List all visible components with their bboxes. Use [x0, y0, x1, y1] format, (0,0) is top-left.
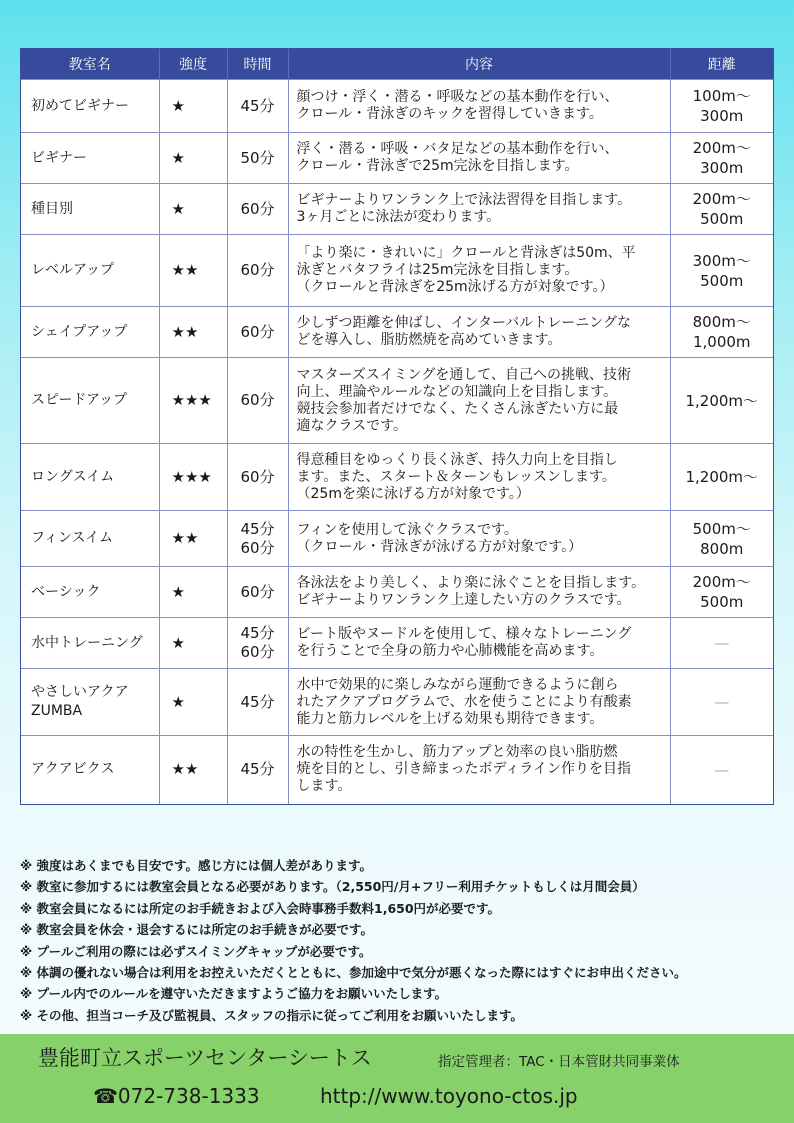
- content-cell: [288, 133, 670, 184]
- intensity-cell: ★: [159, 184, 227, 235]
- content-cell: [288, 80, 670, 133]
- content-line: 水中で効果的に楽しみながら運動できるように創ら: [296, 676, 619, 693]
- time-line: 60分: [240, 467, 275, 486]
- class-name-cell: [21, 669, 159, 736]
- content-line: 適なクラスです。: [296, 417, 407, 434]
- distance-cell: [670, 618, 773, 669]
- content-cell: [288, 307, 670, 358]
- class-name-line: ビギナー: [31, 149, 87, 166]
- content-line: 得意種目をゆっくり長く泳ぎ、持久力向上を目指し: [296, 451, 618, 468]
- class-name-cell: [21, 358, 159, 444]
- distance-line: —: [714, 693, 730, 711]
- table-header-row: [21, 49, 773, 80]
- class-name-cell: [21, 235, 159, 307]
- content-line: ます。また、スタート＆ターンもレッスンします。: [296, 468, 616, 485]
- distance-line: 1,200m～: [685, 468, 759, 486]
- distance-cell: [670, 80, 773, 133]
- distance-line: —: [714, 634, 730, 652]
- header-intensity: 強度: [159, 49, 227, 80]
- content-cell: [288, 567, 670, 618]
- content-line: 顔つけ・浮く・潜る・呼吸などの基本動作を行い、: [296, 89, 619, 105]
- distance-line: 800m～: [692, 313, 751, 331]
- content-cell: [288, 235, 670, 307]
- class-name-line: 初めてビギナー: [31, 97, 129, 114]
- note-item: ※ プール内でのルールを遵守いただきますようご協力をお願いいたします。: [20, 986, 448, 1002]
- table-row: [21, 184, 773, 235]
- class-name-cell: [21, 444, 159, 511]
- class-name-cell: [21, 618, 159, 669]
- time-cell: [227, 669, 288, 736]
- distance-line: 300m: [700, 107, 744, 125]
- class-name-line: シェイプアップ: [31, 323, 128, 340]
- class-name-line: アクアビクス: [31, 761, 115, 778]
- distance-line: 500m: [700, 271, 744, 290]
- time-line: 45分: [240, 624, 275, 642]
- distance-cell: [670, 133, 773, 184]
- distance-cell: [670, 669, 773, 736]
- distance-line: 200m～: [692, 573, 751, 591]
- content-line: ビート版やヌードルを使用して、様々なトレーニング: [296, 626, 632, 642]
- table-row: [21, 511, 773, 567]
- intensity-cell: ★★★: [159, 444, 227, 511]
- distance-cell: [670, 567, 773, 618]
- table-row: [21, 669, 773, 736]
- content-line: 能力と筋力レベルを上げる効果も期待できます。: [296, 710, 604, 727]
- distance-cell: [670, 511, 773, 567]
- time-line: 45分: [240, 760, 275, 779]
- content-line: 焼を目的とし、引き締まったボディライン作りを目指: [296, 761, 631, 778]
- time-line: 45分: [240, 519, 275, 538]
- time-cell: [227, 618, 288, 669]
- content-line: 少しずつ距離を伸ばし、インターバルトレーニングな: [296, 315, 631, 331]
- content-line: 浮く・潜る・呼吸・バタ足などの基本動作を行い、: [296, 141, 619, 157]
- distance-line: 500m: [700, 210, 744, 228]
- distance-line: 1,200m～: [685, 391, 759, 410]
- content-cell: [288, 184, 670, 235]
- intensity-cell: ★: [159, 669, 227, 736]
- content-cell: [288, 511, 670, 567]
- content-cell: [288, 669, 670, 736]
- header-time: 時間: [227, 49, 288, 80]
- content-line: （25mを楽に泳げる方が対象です。）: [296, 485, 530, 502]
- table-row: [21, 307, 773, 358]
- distance-line: 1,000m: [692, 333, 751, 351]
- time-cell: [227, 444, 288, 511]
- distance-line: 300m: [700, 159, 744, 177]
- class-name-line: 種目別: [31, 200, 73, 217]
- class-name-line: ロングスイム: [31, 468, 115, 485]
- table-body: [21, 80, 773, 804]
- class-name-cell: [21, 133, 159, 184]
- distance-line: 500m: [700, 593, 744, 611]
- intensity-cell: ★: [159, 133, 227, 184]
- distance-cell: [670, 736, 773, 804]
- distance-line: 500m～: [692, 519, 751, 538]
- class-name-line: ベーシック: [31, 583, 101, 600]
- time-cell: [227, 307, 288, 358]
- class-name-cell: [21, 307, 159, 358]
- content-line: どを導入し、脂肪燃焼を高めていきます。: [296, 332, 562, 348]
- time-line: 60分: [240, 322, 275, 341]
- distance-line: 300m～: [692, 251, 751, 270]
- intensity-cell: ★: [159, 80, 227, 133]
- time-cell: [227, 511, 288, 567]
- class-name-cell: [21, 511, 159, 567]
- table-row: [21, 133, 773, 184]
- note-item: ※ 体調の優れない場合は利用をお控えいただくとともに、参加途中で気分が悪くなった際にはすぐにお申出ください。: [20, 964, 687, 980]
- time-line: 60分: [240, 643, 275, 661]
- class-name-line: スピードアップ: [31, 392, 128, 408]
- time-line: 60分: [240, 199, 275, 218]
- content-cell: [288, 444, 670, 511]
- content-line: 泳ぎとバタフライは25m完泳を目指します。: [296, 262, 579, 278]
- content-line: フィンを使用して泳ぐクラスです。: [296, 521, 518, 538]
- class-name-line: ZUMBA: [31, 703, 83, 719]
- table-row: [21, 235, 773, 307]
- table-row: [21, 358, 773, 444]
- notes-list: [20, 855, 790, 1026]
- time-line: 60分: [240, 261, 275, 279]
- distance-cell: [670, 358, 773, 444]
- content-line: 競技会参加者だけでなく、たくさん泳ぎたい方に最: [296, 400, 619, 417]
- table-row: [21, 567, 773, 618]
- content-cell: [288, 736, 670, 804]
- time-line: 60分: [240, 582, 275, 601]
- class-table-container: [20, 48, 774, 805]
- table-row: [21, 444, 773, 511]
- time-line: 50分: [240, 148, 275, 167]
- intensity-cell: ★: [159, 567, 227, 618]
- class-name-cell: [21, 80, 159, 133]
- class-name-cell: [21, 184, 159, 235]
- manager-name: 指定管理者：TAC・日本管財共同事業体: [438, 1054, 680, 1070]
- class-name-line: 水中トレーニング: [31, 634, 143, 651]
- content-line: マスターズスイミングを通して、自己への挑戦、技術: [296, 366, 631, 383]
- note-item: ※ 強度はあくまでも目安です。感じ方には個人差があります。: [20, 858, 373, 873]
- time-line: 60分: [240, 538, 275, 557]
- distance-line: 200m～: [692, 139, 751, 157]
- time-cell: [227, 736, 288, 804]
- note-item: ※ その他、担当コーチ及び監視員、スタッフの指示に従ってご利用をお願いいたします。: [20, 1007, 524, 1023]
- class-name-cell: [21, 736, 159, 804]
- intensity-cell: ★★: [159, 307, 227, 358]
- distance-line: —: [714, 760, 730, 779]
- intensity-cell: ★★: [159, 736, 227, 804]
- organization-name: 豊能町立スポーツセンターシートス: [38, 1046, 372, 1070]
- note-item: ※ 教室会員を休会・退会するには所定のお手続きが必要です。: [20, 922, 374, 938]
- distance-line: 100m～: [692, 87, 751, 105]
- content-line: クロール・背泳ぎのキックを習得していきます。: [296, 106, 603, 122]
- distance-line: 800m: [700, 539, 744, 558]
- content-line: れたアクアプログラムで、水を使うことにより有酸素: [296, 693, 632, 710]
- content-line: 「より楽に・きれいに」クロールと背泳ぎは50m、平: [296, 245, 636, 261]
- content-line: ビギナーよりワンランク上達したい方のクラスです。: [296, 592, 631, 608]
- class-name-cell: [21, 567, 159, 618]
- time-cell: [227, 358, 288, 444]
- content-line: 各泳法をより美しく、より楽に泳ぐことを目指します。: [296, 575, 646, 591]
- content-cell: [288, 618, 670, 669]
- time-line: 45分: [240, 96, 275, 115]
- content-line: 3ヶ月ごとに泳法が変わります。: [296, 209, 501, 225]
- content-line: クロール・背泳ぎで25m完泳を目指します。: [296, 158, 579, 174]
- class-name-line: やさしいアクア: [31, 684, 129, 700]
- footer-bar: [0, 1034, 794, 1123]
- note-item: ※ 教室会員になるには所定のお手続きおよび入会時事務手数料1,650円が必要です。: [20, 900, 501, 916]
- time-cell: [227, 133, 288, 184]
- website-link[interactable]: http://www.toyono-ctos.jp: [320, 1084, 578, 1108]
- content-line: を行うことで全身の筋力や心肺機能を高めます。: [296, 643, 604, 659]
- content-line: 水の特性を生かし、筋力アップと効率の良い脂肪燃: [296, 744, 618, 761]
- note-item: ※ プールご利用の際には必ずスイミングキャップが必要です。: [20, 943, 372, 959]
- header-class-name: 教室名: [21, 49, 159, 80]
- header-distance: 距離: [670, 49, 773, 80]
- distance-cell: [670, 235, 773, 307]
- time-line: 45分: [240, 692, 275, 711]
- intensity-cell: ★★★: [159, 358, 227, 444]
- intensity-cell: ★★: [159, 511, 227, 567]
- table-row: [21, 80, 773, 133]
- intensity-cell: ★: [159, 618, 227, 669]
- time-line: 60分: [240, 391, 275, 409]
- distance-line: 200m～: [692, 190, 751, 208]
- class-table: [21, 49, 773, 804]
- table-row: [21, 736, 773, 804]
- table-row: [21, 618, 773, 669]
- phone-number[interactable]: ☎072-738-1333: [93, 1084, 260, 1108]
- class-name-line: レベルアップ: [31, 262, 115, 278]
- class-name-line: フィンスイム: [31, 530, 114, 546]
- distance-cell: [670, 444, 773, 511]
- content-line: 向上、理論やルールなどの知識向上を目指します。: [296, 383, 618, 400]
- distance-cell: [670, 184, 773, 235]
- content-cell: [288, 358, 670, 444]
- time-cell: [227, 184, 288, 235]
- content-line: （クロール・背泳ぎが泳げる方が対象です。）: [296, 538, 583, 555]
- intensity-cell: ★★: [159, 235, 227, 307]
- note-item: ※ 教室に参加するには教室会員となる必要があります。（2,550円/月+フリー利用チケットもしくは月間会員）: [20, 879, 645, 895]
- time-cell: [227, 80, 288, 133]
- distance-cell: [670, 307, 773, 358]
- time-cell: [227, 567, 288, 618]
- content-line: します。: [296, 778, 352, 795]
- content-line: ビギナーよりワンランク上で泳法習得を目指します。: [296, 192, 632, 208]
- time-cell: [227, 235, 288, 307]
- header-content: 内容: [288, 49, 670, 80]
- content-line: （クロールと背泳ぎを25m泳げる方が対象です。）: [296, 279, 614, 295]
